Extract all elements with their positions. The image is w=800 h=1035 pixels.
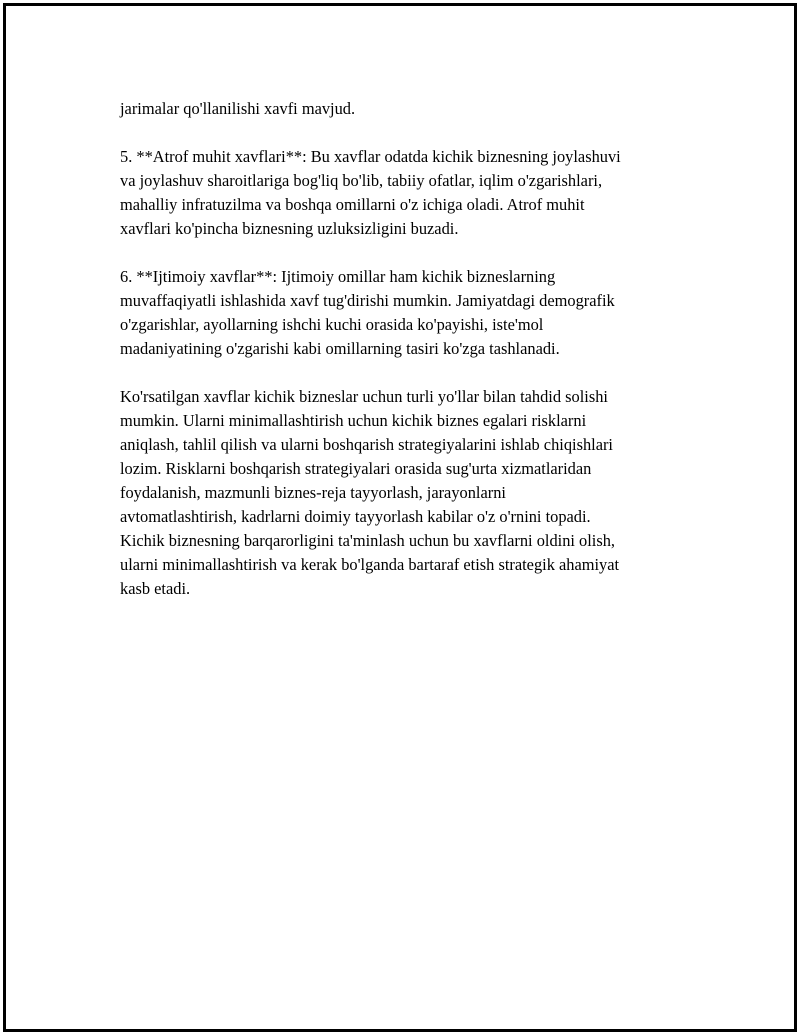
paragraph-3 xyxy=(120,265,700,361)
text-line: jarimalar qo'llanilishi xavfi mavjud. xyxy=(120,99,356,118)
text-line: madaniyatining o'zgarishi kabi omillarning tasiri ko'zga tashlanadi. xyxy=(120,339,560,358)
text-line: Kichik biznesning barqarorligini ta'minlash uchun bu xavflarni oldini olish, xyxy=(120,531,616,550)
paragraph-4 xyxy=(120,385,700,601)
text-line: lozim. Risklarni boshqarish strategiyalari orasida sug'urta xizmatlaridan xyxy=(120,459,592,478)
paragraph-1 xyxy=(120,97,700,121)
text-line: mumkin. Ularni minimallashtirish uchun kichik biznes egalari risklarni xyxy=(120,411,587,430)
document-body xyxy=(120,97,700,625)
paragraph-2 xyxy=(120,145,700,241)
text-line: avtomatlashtirish, kadrlarni doimiy tayyorlash kabilar o'z o'rnini topadi. xyxy=(120,507,591,526)
document-page xyxy=(3,3,797,1032)
text-line: 6. **Ijtimoiy xavflar**: Ijtimoiy omillar ham kichik bizneslarning xyxy=(120,267,556,286)
text-line: xavflari ko'pincha biznesning uzluksizligini buzadi. xyxy=(120,219,459,238)
text-line: aniqlash, tahlil qilish va ularni boshqarish strategiyalarini ishlab chiqishlari xyxy=(120,435,613,454)
text-line: ularni minimallashtirish va kerak bo'lganda bartaraf etish strategik ahamiyat xyxy=(120,555,620,574)
text-line: Ko'rsatilgan xavflar kichik bizneslar uchun turli yo'llar bilan tahdid solishi xyxy=(120,387,608,406)
text-line: 5. **Atrof muhit xavflari**: Bu xavflar odatda kichik biznesning joylashuvi xyxy=(120,147,621,166)
text-line: va joylashuv sharoitlariga bog'liq bo'lib, tabiiy ofatlar, iqlim o'zgarishlari, xyxy=(120,171,603,190)
text-line: o'zgarishlar, ayollarning ishchi kuchi orasida ko'payishi, iste'mol xyxy=(120,315,544,334)
text-line: kasb etadi. xyxy=(120,579,191,598)
text-line: mahalliy infratuzilma va boshqa omillarni o'z ichiga oladi. Atrof muhit xyxy=(120,195,585,214)
text-line: foydalanish, mazmunli biznes-reja tayyorlash, jarayonlarni xyxy=(120,483,506,502)
text-line: muvaffaqiyatli ishlashida xavf tug'dirishi mumkin. Jamiyatdagi demografik xyxy=(120,291,615,310)
